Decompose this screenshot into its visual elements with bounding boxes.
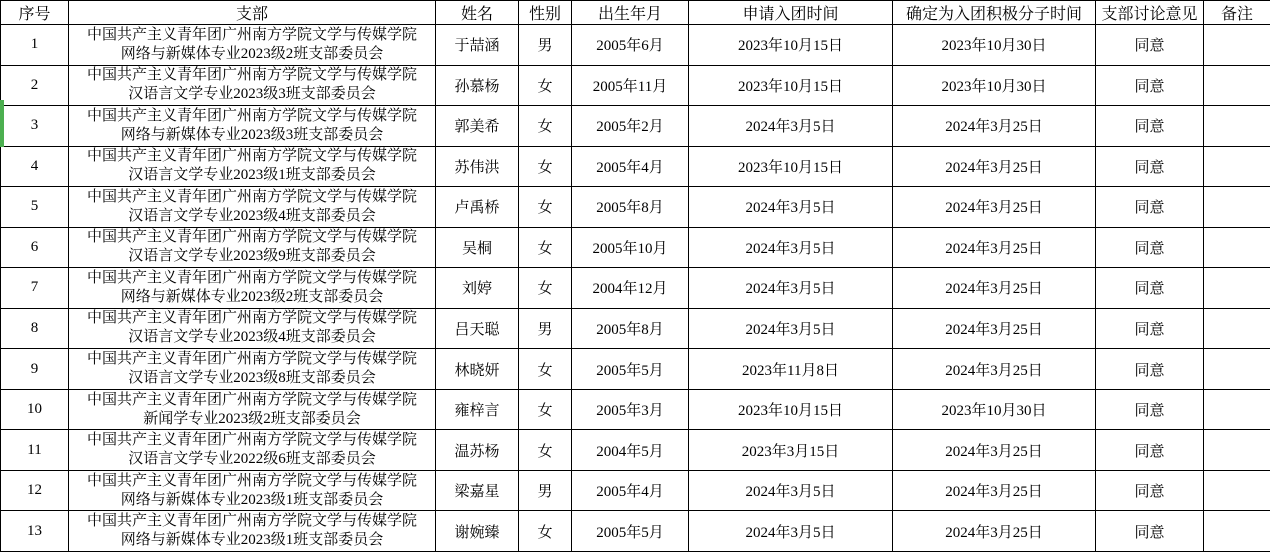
cell-opinion[interactable]: 同意 [1096, 511, 1204, 552]
header-cell-remark[interactable]: 备注 [1204, 1, 1270, 25]
cell-birth[interactable]: 2005年5月 [572, 511, 689, 552]
cell-birth[interactable]: 2005年11月 [572, 65, 689, 106]
cell-branch[interactable]: 中国共产主义青年团广州南方学院文学与传媒学院 网络与新媒体专业2023级3班支部委员会 [69, 106, 436, 147]
cell-no[interactable]: 1 [1, 25, 69, 66]
cell-opinion[interactable]: 同意 [1096, 308, 1204, 349]
cell-opinion[interactable]: 同意 [1096, 349, 1204, 390]
cell-apply[interactable]: 2023年11月8日 [689, 349, 893, 390]
cell-apply[interactable]: 2023年10月15日 [689, 65, 893, 106]
cell-opinion[interactable]: 同意 [1096, 65, 1204, 106]
cell-no[interactable]: 7 [1, 268, 69, 309]
cell-no[interactable]: 11 [1, 430, 69, 471]
table-row [1, 511, 1270, 552]
header-cell-birth[interactable]: 出生年月 [572, 1, 689, 25]
cell-opinion[interactable]: 同意 [1096, 106, 1204, 147]
cell-opinion[interactable]: 同意 [1096, 470, 1204, 511]
cell-name[interactable]: 吴桐 [436, 227, 519, 268]
cell-gender[interactable]: 男 [519, 25, 572, 66]
cell-confirm[interactable]: 2024年3月25日 [893, 349, 1096, 390]
cell-opinion[interactable]: 同意 [1096, 227, 1204, 268]
cell-branch[interactable]: 中国共产主义青年团广州南方学院文学与传媒学院 汉语言文学专业2023级8班支部委员会 [69, 349, 436, 390]
header-cell-confirm[interactable]: 确定为入团积极分子时间 [893, 1, 1096, 25]
cell-apply[interactable]: 2024年3月5日 [689, 470, 893, 511]
cell-apply[interactable]: 2024年3月5日 [689, 106, 893, 147]
header-cell-name[interactable]: 姓名 [436, 1, 519, 25]
cell-name[interactable]: 于喆涵 [436, 25, 519, 66]
cell-no[interactable]: 3 [1, 106, 69, 147]
cell-apply[interactable]: 2024年3月5日 [689, 308, 893, 349]
cell-branch[interactable]: 中国共产主义青年团广州南方学院文学与传媒学院 网络与新媒体专业2023级2班支部委员会 [69, 268, 436, 309]
table-row [1, 430, 1270, 471]
cell-name[interactable]: 孙慕杨 [436, 65, 519, 106]
cell-no[interactable]: 4 [1, 146, 69, 187]
cell-gender[interactable]: 女 [519, 268, 572, 309]
cell-gender[interactable]: 女 [519, 511, 572, 552]
cell-apply[interactable]: 2023年10月15日 [689, 25, 893, 66]
cell-name[interactable]: 谢婉臻 [436, 511, 519, 552]
cell-remark[interactable] [1204, 25, 1270, 66]
cell-remark[interactable] [1204, 146, 1270, 187]
cell-name[interactable]: 雍梓言 [436, 389, 519, 430]
cell-confirm[interactable]: 2024年3月25日 [893, 146, 1096, 187]
cell-confirm[interactable]: 2023年10月30日 [893, 65, 1096, 106]
cell-gender[interactable]: 女 [519, 349, 572, 390]
cell-confirm[interactable]: 2024年3月25日 [893, 106, 1096, 147]
table-row [1, 268, 1270, 309]
cell-remark[interactable] [1204, 308, 1270, 349]
cell-birth[interactable]: 2005年3月 [572, 389, 689, 430]
cell-birth[interactable]: 2005年8月 [572, 187, 689, 228]
cell-branch[interactable]: 中国共产主义青年团广州南方学院文学与传媒学院 汉语言文学专业2023级4班支部委员会 [69, 308, 436, 349]
cell-confirm[interactable]: 2024年3月25日 [893, 308, 1096, 349]
cell-apply[interactable]: 2023年10月15日 [689, 146, 893, 187]
cell-branch[interactable]: 中国共产主义青年团广州南方学院文学与传媒学院 网络与新媒体专业2023级1班支部委员会 [69, 511, 436, 552]
cell-birth[interactable]: 2005年6月 [572, 25, 689, 66]
cell-no[interactable]: 12 [1, 470, 69, 511]
cell-confirm[interactable]: 2024年3月25日 [893, 470, 1096, 511]
cell-opinion[interactable]: 同意 [1096, 146, 1204, 187]
cell-branch[interactable]: 中国共产主义青年团广州南方学院文学与传媒学院 汉语言文学专业2023级9班支部委员会 [69, 227, 436, 268]
table-row [1, 227, 1270, 268]
cell-name[interactable]: 刘婷 [436, 268, 519, 309]
cell-no[interactable]: 6 [1, 227, 69, 268]
cell-no[interactable]: 9 [1, 349, 69, 390]
cell-gender[interactable]: 女 [519, 106, 572, 147]
cell-apply[interactable]: 2024年3月5日 [689, 227, 893, 268]
table-row [1, 106, 1270, 147]
cell-opinion[interactable]: 同意 [1096, 389, 1204, 430]
header-cell-gender[interactable]: 性别 [519, 1, 572, 25]
cell-branch[interactable]: 中国共产主义青年团广州南方学院文学与传媒学院 网络与新媒体专业2023级2班支部委员会 [69, 25, 436, 66]
cell-branch[interactable]: 中国共产主义青年团广州南方学院文学与传媒学院 汉语言文学专业2023级3班支部委员会 [69, 65, 436, 106]
cell-gender[interactable]: 男 [519, 470, 572, 511]
cell-branch[interactable]: 中国共产主义青年团广州南方学院文学与传媒学院 新闻学专业2023级2班支部委员会 [69, 389, 436, 430]
cell-name[interactable]: 林晓妍 [436, 349, 519, 390]
selection-indicator [0, 100, 4, 147]
cell-confirm[interactable]: 2024年3月25日 [893, 268, 1096, 309]
cell-branch[interactable]: 中国共产主义青年团广州南方学院文学与传媒学院 网络与新媒体专业2023级1班支部委员会 [69, 470, 436, 511]
cell-name[interactable]: 吕天聪 [436, 308, 519, 349]
cell-gender[interactable]: 男 [519, 308, 572, 349]
table-row [1, 389, 1270, 430]
header-cell-apply[interactable]: 申请入团时间 [689, 1, 893, 25]
cell-no[interactable]: 2 [1, 65, 69, 106]
cell-apply[interactable]: 2024年3月5日 [689, 187, 893, 228]
cell-opinion[interactable]: 同意 [1096, 430, 1204, 471]
cell-remark[interactable] [1204, 389, 1270, 430]
cell-no[interactable]: 5 [1, 187, 69, 228]
cell-remark[interactable] [1204, 227, 1270, 268]
cell-confirm[interactable]: 2023年10月30日 [893, 25, 1096, 66]
table-body [1, 25, 1270, 552]
cell-birth[interactable]: 2005年2月 [572, 106, 689, 147]
header-cell-branch[interactable]: 支部 [69, 1, 436, 25]
table-row [1, 308, 1270, 349]
cell-confirm[interactable]: 2024年3月25日 [893, 187, 1096, 228]
table-row [1, 187, 1270, 228]
cell-gender[interactable]: 女 [519, 389, 572, 430]
cell-confirm[interactable]: 2023年10月30日 [893, 389, 1096, 430]
cell-birth[interactable]: 2005年5月 [572, 349, 689, 390]
cell-apply[interactable]: 2024年3月5日 [689, 268, 893, 309]
cell-gender[interactable]: 女 [519, 65, 572, 106]
cell-remark[interactable] [1204, 65, 1270, 106]
cell-opinion[interactable]: 同意 [1096, 187, 1204, 228]
cell-branch[interactable]: 中国共产主义青年团广州南方学院文学与传媒学院 汉语言文学专业2023级1班支部委员会 [69, 146, 436, 187]
cell-opinion[interactable]: 同意 [1096, 25, 1204, 66]
header-cell-opinion[interactable]: 支部讨论意见 [1096, 1, 1204, 25]
cell-confirm[interactable]: 2024年3月25日 [893, 430, 1096, 471]
cell-no[interactable]: 8 [1, 308, 69, 349]
cell-gender[interactable]: 女 [519, 146, 572, 187]
cell-apply[interactable]: 2023年3月15日 [689, 430, 893, 471]
cell-birth[interactable]: 2005年4月 [572, 146, 689, 187]
cell-opinion[interactable]: 同意 [1096, 268, 1204, 309]
cell-no[interactable]: 10 [1, 389, 69, 430]
cell-remark[interactable] [1204, 187, 1270, 228]
cell-remark[interactable] [1204, 268, 1270, 309]
cell-birth[interactable]: 2004年12月 [572, 268, 689, 309]
cell-name[interactable]: 苏伟洪 [436, 146, 519, 187]
cell-remark[interactable] [1204, 106, 1270, 147]
cell-apply[interactable]: 2023年10月15日 [689, 389, 893, 430]
cell-branch[interactable]: 中国共产主义青年团广州南方学院文学与传媒学院 汉语言文学专业2023级4班支部委员会 [69, 187, 436, 228]
cell-gender[interactable]: 女 [519, 187, 572, 228]
cell-apply[interactable]: 2024年3月5日 [689, 511, 893, 552]
cell-name[interactable]: 郭美希 [436, 106, 519, 147]
header-row [1, 1, 1270, 25]
table-row [1, 470, 1270, 511]
cell-branch[interactable]: 中国共产主义青年团广州南方学院文学与传媒学院 汉语言文学专业2022级6班支部委员会 [69, 430, 436, 471]
header-cell-no[interactable]: 序号 [1, 1, 69, 25]
cell-birth[interactable]: 2005年8月 [572, 308, 689, 349]
cell-birth[interactable]: 2005年4月 [572, 470, 689, 511]
table-row [1, 349, 1270, 390]
table-row [1, 25, 1270, 66]
table-row [1, 146, 1270, 187]
cell-confirm[interactable]: 2024年3月25日 [893, 511, 1096, 552]
cell-remark[interactable] [1204, 511, 1270, 552]
cell-name[interactable]: 卢禹桥 [436, 187, 519, 228]
cell-birth[interactable]: 2005年10月 [572, 227, 689, 268]
table-row [1, 65, 1270, 106]
cell-remark[interactable] [1204, 349, 1270, 390]
cell-no[interactable]: 13 [1, 511, 69, 552]
cell-name[interactable]: 温苏杨 [436, 430, 519, 471]
cell-name[interactable]: 梁嘉星 [436, 470, 519, 511]
cell-confirm[interactable]: 2024年3月25日 [893, 227, 1096, 268]
cell-gender[interactable]: 女 [519, 430, 572, 471]
cell-remark[interactable] [1204, 470, 1270, 511]
cell-gender[interactable]: 女 [519, 227, 572, 268]
cell-remark[interactable] [1204, 430, 1270, 471]
cell-birth[interactable]: 2004年5月 [572, 430, 689, 471]
